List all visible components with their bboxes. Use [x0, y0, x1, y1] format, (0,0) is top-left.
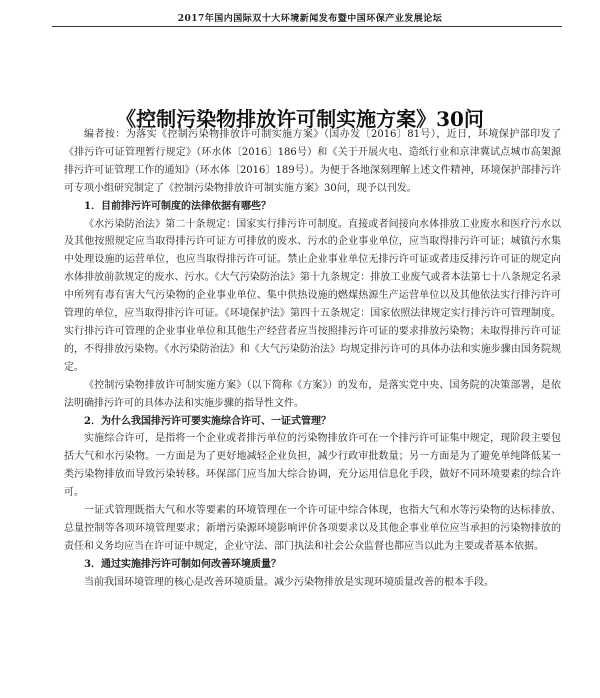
- question-3-heading: 3．通过实施排污许可制如何改善环境质量？: [84, 558, 281, 570]
- editor-note-paragraph: 编者按：为落实《控制污染物排放许可制实施方案》（国办发〔2016〕81号），近日，环境保护部印发了《排污许可证管理暂行规定》（环水体〔2016〕186号）和《关于开展火电、造纸行业和京津冀试点城市高架源排污许可证管理工作的通知》（环水体〔2016〕189号）。为便于各地深刻理解上述文件精神，环境保护部排污许可专项小组研究制定了《控制污染物排放许可制实施方案》30问，现予以刊发。: [64, 129, 561, 194]
- answer-1-paragraph: 《水污染防治法》第二十条规定：国家实行排污许可制度。直接或者间接向水体排放工业废水和医疗污水以及其他按照规定应当取得排污许可证方可排放的废水、污水的企业事业单位，应当取得排污许可证；城镇污水集中处理设施的运营单位，也应当取得排污许可证。禁止企业事业单位无排污许可证或者违反排污许可证的规定向水体排放前款规定的废水、污水。《大气污染防治法》第十九条规定：排放工业废气或者本法第七十八条规定名录中所列有毒有害大气污染物的企业事业单位、集中供热设施的燃煤热源生产运营单位以及其他依法实行排污许可管理的单位，应当取得排污许可证。《环境保护法》第四十五条规定：国家依照法律规定实行排污许可管理制度。实行排污许可管理的企业事业单位和其他生产经营者应当按照排污许可证的要求排放污染物；未取得排污许可证的，不得排放污染物。《水污染防治法》和《大气污染防治法》均规定排污许可的具体办法和实施步骤由国务院规定。: [64, 218, 561, 373]
- article-body: [64, 126, 561, 592]
- running-header: 2017年国内国际双十大环境新闻发布暨中国环保产业发展论坛: [177, 14, 443, 24]
- question-1-heading: 1．目前排污许可制度的法律依据有哪些？: [84, 200, 271, 212]
- document-title: 《控制污染物排放许可制实施方案》30问: [116, 107, 484, 132]
- answer-3-paragraph: 当前我国环境管理的核心是改善环境质量。减少污染物排放是实现环境质量改善的根本手段。: [84, 576, 494, 588]
- answer-1-paragraph-2: 《控制污染物排放许可制实施方案》（以下简称《方案》）的发布，是落实党中央、国务院的决策部署，是依法明确排污许可的具体办法和实施步骤的指导性文件。: [64, 379, 561, 409]
- question-2-heading: 2．为什么我国排污许可要实施综合许可、一证式管理？: [84, 415, 331, 427]
- answer-2-paragraph-2: 一证式管理既指大气和水等要素的环境管理在一个许可证中综合体现，也指大气和水等污染物的达标排放、总量控制等各项环境管理要求；新增污染源环境影响评价各项要求以及其他企事业单位应当承担的污染物排放的责任和义务均应当在许可证中规定，企业守法、部门执法和社会公众监督也都应当以此为主要或者基本依据。: [64, 505, 561, 552]
- header-rule: [52, 26, 562, 27]
- answer-2-paragraph: 实施综合许可，是指将一个企业或者排污单位的污染物排放许可在一个排污许可证集中规定，现阶段主要包括大气和水污染物。一方面是为了更好地减轻企业负担，减少行政审批数量；另一方面是为了避免单纯降低某一类污染物排放而导致污染转移。环保部门应当加大综合协调，充分运用信息化手段，做好不同环境要素的综合许可。: [64, 433, 561, 499]
